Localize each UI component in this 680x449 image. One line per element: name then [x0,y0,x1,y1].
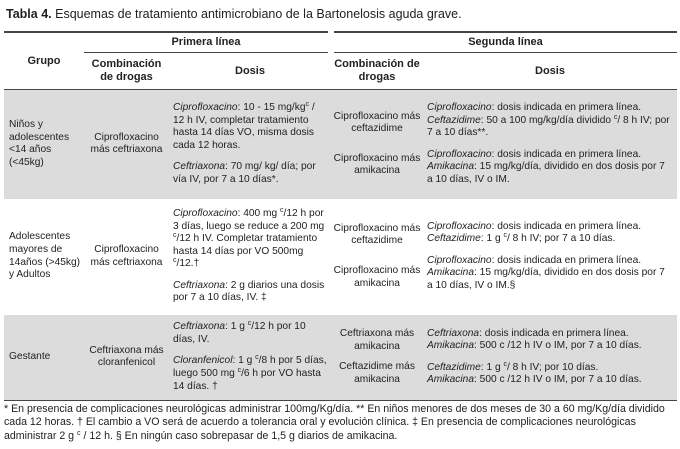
first-dose-cell: Ciprofloxacino: 400 mg $^c$/12 h por 3 días, luego se reduce a 200 mg $^c$/12 h IV. Completar tratamiento hasta 14 días por VO 500mg $^c$/12.† Ceftriaxona: 2 g diarios una dosis por 7 a 10 días, IV. ‡ [173,206,325,304]
group-cell: Adolescentes mayores de 14años (>45kg) y Adultos [9,231,81,281]
treatment-table [4,31,677,401]
second-dose-cell: Ciprofloxacino: dosis indicada en primera línea. Ceftazidime: 50 a 100 mg/kg/día dividido $^c$/ 8 h IV; por 7 a 10 días**. Ciprofloxacino: dosis indicada en primera línea. Amikacina: 15 mg/kg/día, dividido en dos dosis por 7 a 10 días, IV o IM. [427,101,670,185]
header-row-2 [4,53,677,90]
table-number: Tabla 4. [6,7,52,21]
table-row [4,199,677,315]
header-dose-2: Dosis [423,53,677,90]
first-combination-cell: Ciprofloxacino más ceftriaxona [90,131,163,156]
header-group: Grupo [4,32,84,90]
header-combination-2: Combinación de drogas [331,53,423,90]
header-second-line: Segunda línea [331,32,677,53]
first-dose-cell: Ceftriaxona: 1 g $^c$/12 h por 10 días, IV. Cloranfenicol: 1 g $^c$/8 h por 5 días, luego 500 mg $^c$/6 h por VO hasta 14 días. † [173,320,327,392]
group-cell: Gestante [9,350,51,362]
first-combination-cell: Ceftriaxona más cloranfenicol [89,344,164,369]
header-row-1 [4,32,677,53]
second-dose-cell: Ceftriaxona: dosis indicada en primera línea. Amikacina: 500 c /12 h IV o IM, por 7 a 10 días. Ceftazidime: 1 g $^c$/ 8 h IV; por 10 días. Amikacina: 500 c /12 h IV o IM, por 7 a 10 días. [427,327,642,386]
second-combination-cell: Ceftriaxona más amikacina Ceftazidime más amikacina [339,328,415,385]
table-row [4,90,677,199]
table-footnotes: * En presencia de complicaciones neurológicas administrar 100mg/Kg/día. ** En niños menores de dos meses de 30 a 60 mg/Kg/día dividido cada 12 horas. † El cambio a VO será de acuerdo a tolerancia oral y evolución clínica. ‡ En presencia de complicaciones neurológicas administrar 2 g $^c$ / 12 h. § En ningún caso sobrepasar de 1,5 g diarios de amikacina. [4,403,665,442]
second-combination-cell: Ciprofloxacino más ceftazidime Ciprofloxacino más amikacina [333,110,421,177]
first-dose-cell: Ciprofloxacino: 10 - 15 $mg/kg^c / 12$ h IV, completar tratamiento hasta 14 días VO, misma dosis cada 12 horas. Ceftriaxona: 70 mg/ kg/ día; por vía IV, por 7 a 10 días*. [173,100,316,185]
second-combination-cell: Ciprofloxacino más ceftazidime Ciprofloxacino más amikacina [333,222,421,289]
first-combination-cell: Ciprofloxacino más ceftriaxona [90,243,163,268]
table-row [4,315,677,401]
header-combination-1: Combinación de drogas [84,53,169,90]
group-cell: Niños y adolescentes <14 años (<45kg) [9,119,70,168]
header-first-line: Primera línea [84,32,331,53]
second-dose-cell: Ciprofloxacino: dosis indicada en primera línea. Ceftazidime: 1 g $^c$/ 8 h IV; por 7 a 10 días. Ciprofloxacino: dosis indicada en primera línea. Amikacina: 15 mg/kg/día, dividido en dos dosis por 7 a 10 días, IV o IM.§ [427,220,665,291]
header-dose-1: Dosis [169,53,331,90]
table-title [6,7,462,21]
table-caption: Esquemas de tratamiento antimicrobiano de la Bartonelosis aguda grave. [55,7,462,21]
